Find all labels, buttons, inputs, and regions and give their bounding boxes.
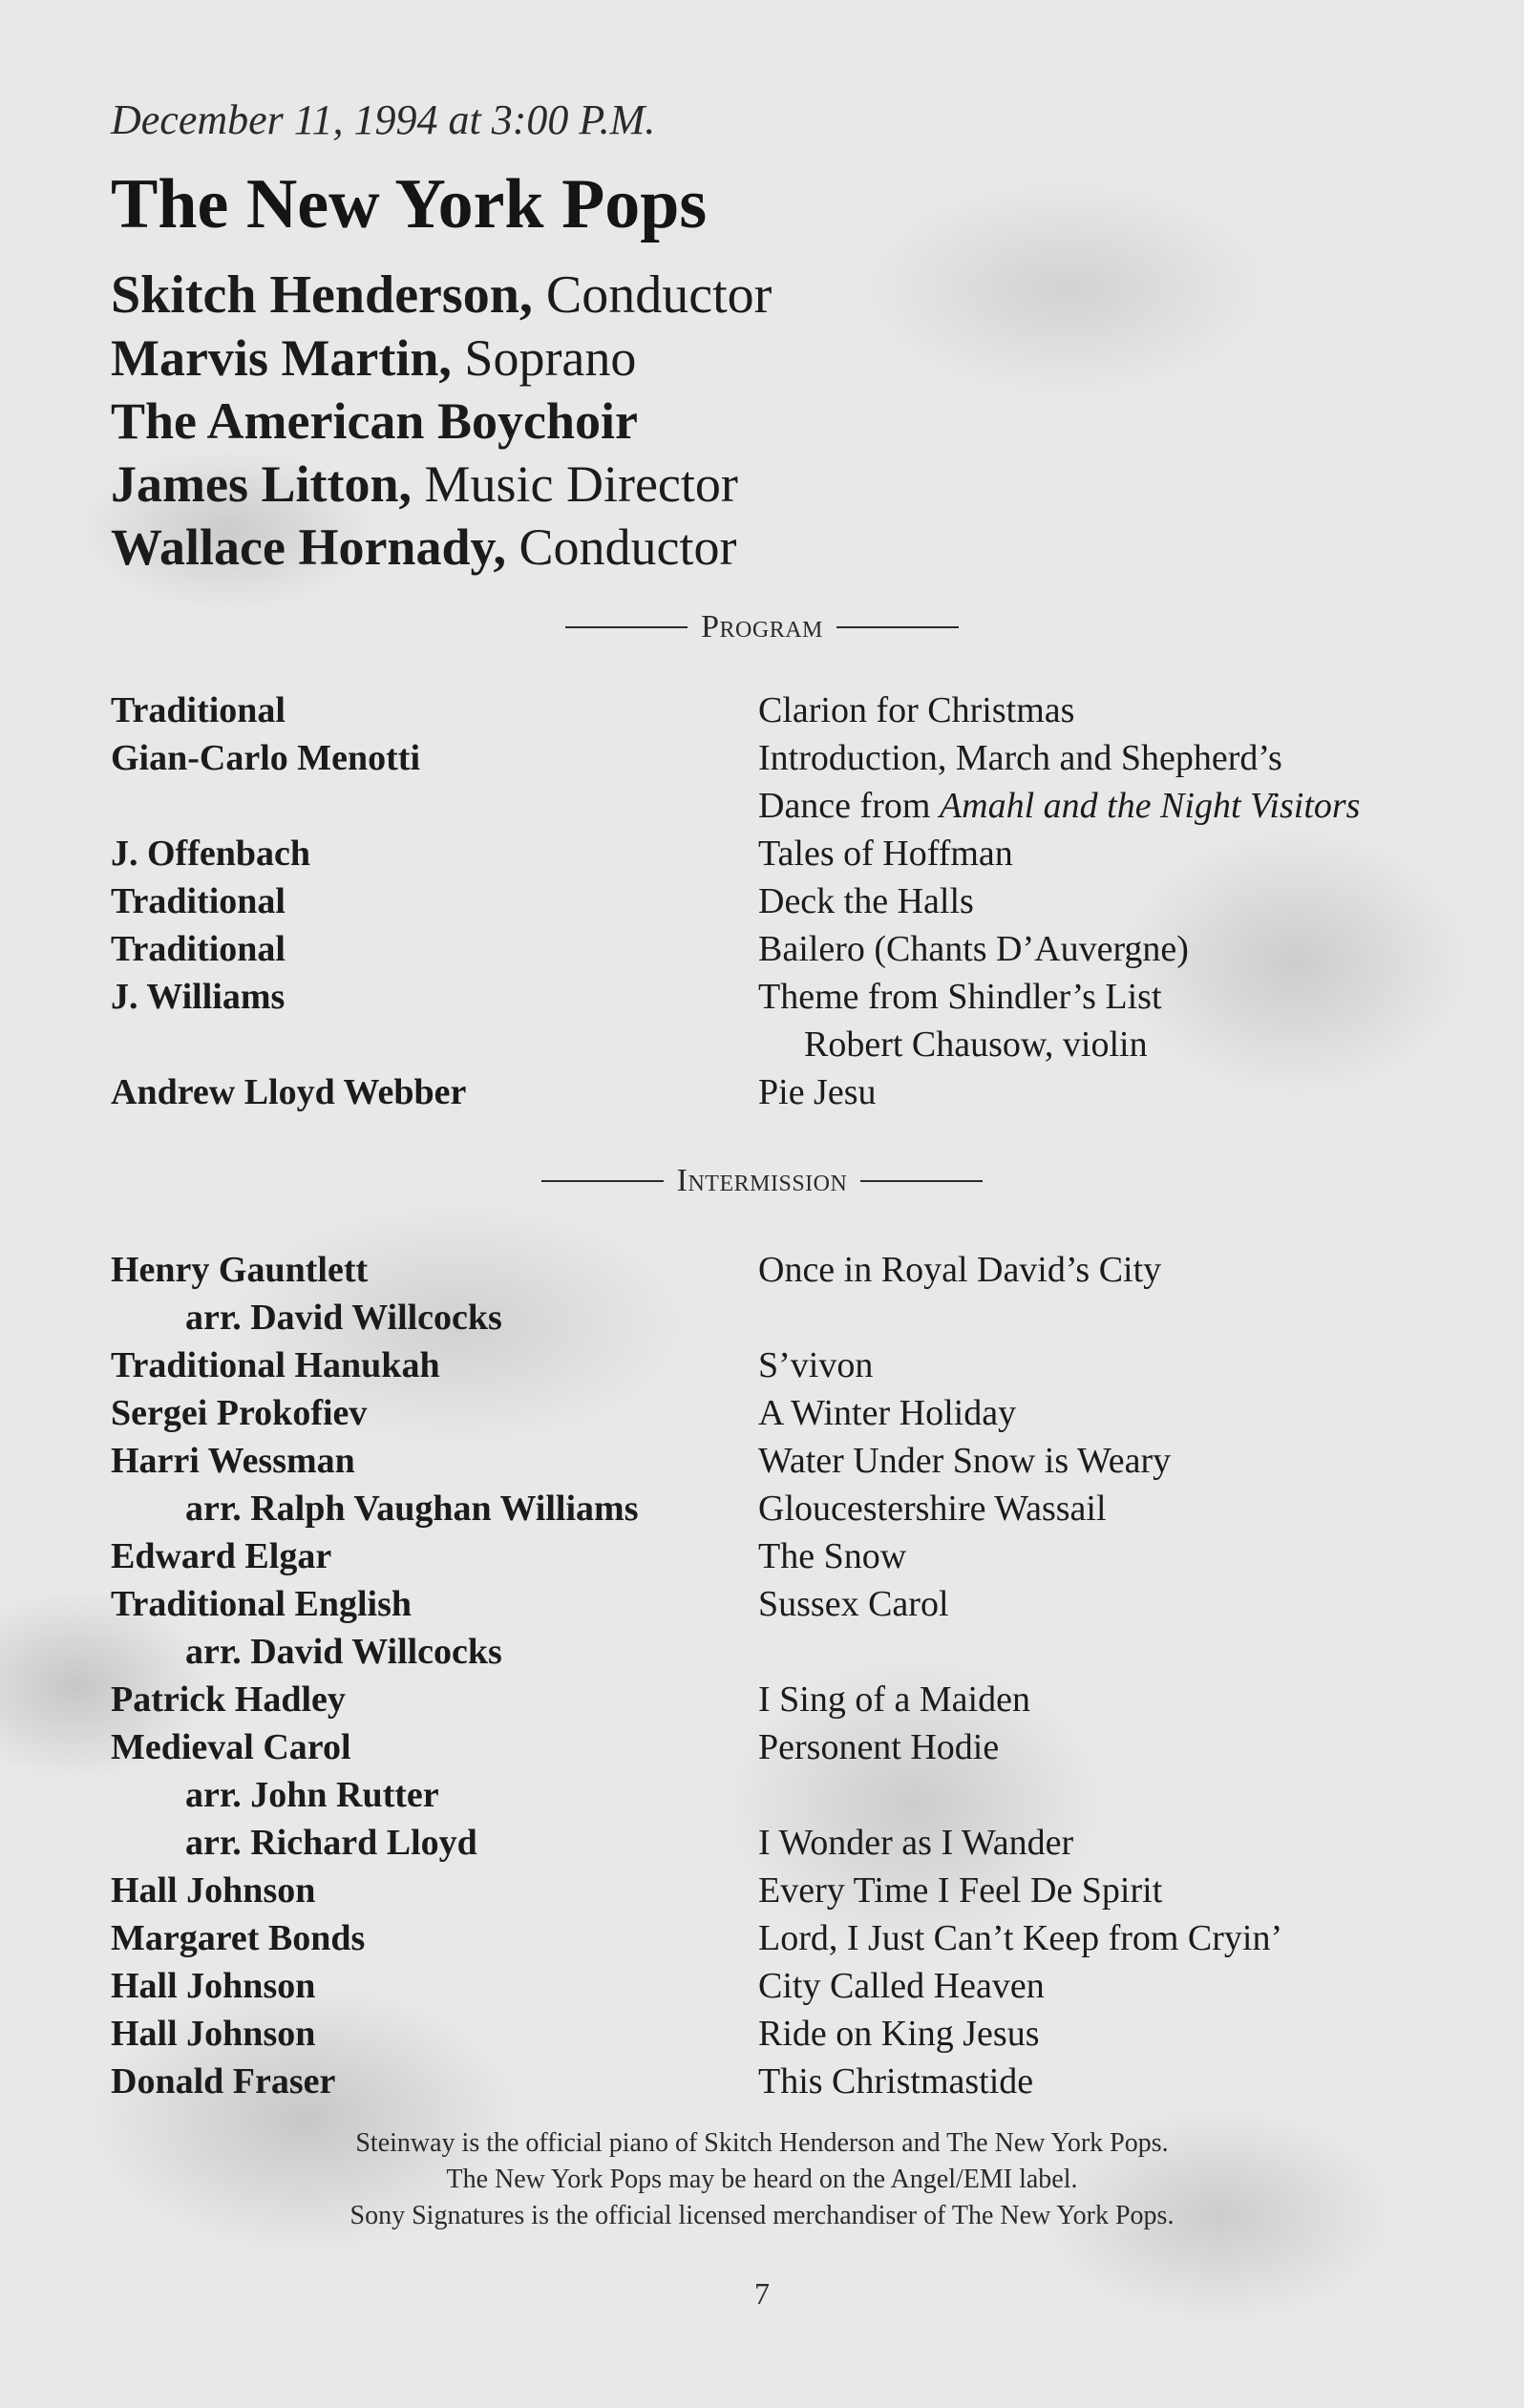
work-title: Bailero (Chants D’Auvergne) (758, 929, 1189, 969)
composer: Hall Johnson (111, 1870, 316, 1911)
composer: Gian-Carlo Menotti (111, 738, 421, 778)
work-title-italic: Amahl and the Night Visitors (939, 786, 1361, 826)
divider-rule (860, 1180, 983, 1182)
composer: Henry Gauntlett (111, 1250, 369, 1290)
divider-rule (836, 626, 959, 628)
program-row (0, 689, 1524, 737)
composer: Andrew Lloyd Webber (111, 1072, 467, 1112)
composer: Harri Wessman (111, 1441, 355, 1481)
program-row (0, 785, 1524, 833)
ensemble-title: The New York Pops (111, 165, 708, 243)
arranger: arr. John Rutter (185, 1775, 439, 1815)
page-number: 7 (754, 2276, 770, 2311)
work-title-prefix: Dance from (758, 786, 940, 826)
composer: Traditional Hanukah (111, 1345, 440, 1385)
program-row (0, 1917, 1524, 1965)
program-row (0, 833, 1524, 880)
program-row (0, 2060, 1524, 2108)
work-title: The Snow (758, 1536, 907, 1576)
first-half-program (0, 689, 1524, 1119)
program-row (0, 1822, 1524, 1869)
composer: J. Offenbach (111, 834, 310, 874)
credit-line (111, 453, 772, 516)
intermission-divider (0, 1163, 1524, 1199)
work-title: Introduction, March and Shepherd’s (758, 738, 1282, 778)
composer: Hall Johnson (111, 2014, 316, 2054)
program-row (0, 737, 1524, 785)
work-title: Theme from Shindler’s List (758, 977, 1162, 1017)
composer: Patrick Hadley (111, 1679, 346, 1720)
arranger: arr. David Willcocks (185, 1632, 502, 1672)
work-title: Pie Jesu (758, 1072, 877, 1112)
program-row (0, 1071, 1524, 1119)
program-row (0, 1440, 1524, 1488)
credit-line (111, 516, 772, 579)
intermission-heading: Intermission (676, 1163, 848, 1198)
sponsor-note: Sony Signatures is the official licensed merchandiser of The New York Pops. (349, 2201, 1175, 2230)
work-title: I Sing of a Maiden (758, 1679, 1030, 1720)
program-row (0, 928, 1524, 976)
work-title (758, 785, 1360, 827)
composer: Medieval Carol (111, 1727, 351, 1767)
work-title: Gloucestershire Wassail (758, 1489, 1107, 1529)
program-row (0, 1488, 1524, 1535)
arranger: arr. Ralph Vaughan Williams (185, 1489, 639, 1529)
program-row (0, 1249, 1524, 1297)
program-row (0, 1726, 1524, 1774)
composer: Hall Johnson (111, 1966, 316, 2006)
sponsor-notes (0, 2125, 1524, 2234)
divider-rule (565, 626, 688, 628)
program-row (0, 1583, 1524, 1631)
composer: Traditional (111, 929, 286, 969)
credit-role: Conductor (506, 518, 737, 576)
work-title: Deck the Halls (758, 881, 974, 921)
composer: Traditional (111, 881, 286, 921)
program-row (0, 1679, 1524, 1726)
program-row (0, 1535, 1524, 1583)
work-title: I Wonder as I Wander (758, 1823, 1074, 1863)
credit-role: Music Director (411, 455, 738, 513)
program-divider (0, 609, 1524, 645)
credit-name: Marvis Martin, (111, 329, 452, 387)
work-title: S’vivon (758, 1345, 874, 1385)
composer: Traditional (111, 690, 286, 730)
sponsor-note: Steinway is the official piano of Skitch Henderson and The New York Pops. (355, 2128, 1169, 2158)
credit-name: Wallace Hornady, (111, 518, 507, 576)
performer-credits (111, 264, 772, 579)
work-title: Tales of Hoffman (758, 834, 1013, 874)
composer: J. Williams (111, 977, 286, 1017)
divider-rule (541, 1180, 664, 1182)
work-title: City Called Heaven (758, 1966, 1045, 2006)
program-row (0, 1297, 1524, 1344)
soloist-credit: Robert Chausow, violin (804, 1024, 1148, 1065)
work-title: Ride on King Jesus (758, 2014, 1040, 2054)
credit-line (111, 264, 772, 327)
work-title: Lord, I Just Can’t Keep from Cryin’ (758, 1918, 1283, 1958)
credit-role: Conductor (532, 265, 773, 325)
composer: Margaret Bonds (111, 1918, 366, 1958)
work-title: Once in Royal David’s City (758, 1250, 1162, 1290)
program-row (0, 1965, 1524, 2013)
program-row (0, 1869, 1524, 1917)
work-title: Water Under Snow is Weary (758, 1441, 1172, 1481)
work-title: Personent Hodie (758, 1727, 1000, 1767)
work-title: Every Time I Feel De Spirit (758, 1870, 1163, 1911)
credit-line (111, 390, 772, 453)
concert-date: December 11, 1994 at 3:00 P.M. (111, 96, 656, 143)
program-row (0, 1344, 1524, 1392)
program-row (0, 1024, 1524, 1071)
program-row (0, 1392, 1524, 1440)
composer: Sergei Prokofiev (111, 1393, 368, 1433)
program-row (0, 1631, 1524, 1679)
program-row (0, 1774, 1524, 1822)
program-row (0, 976, 1524, 1024)
credit-name: Skitch Henderson, (111, 265, 533, 325)
work-title: A Winter Holiday (758, 1393, 1017, 1433)
second-half-program (0, 1249, 1524, 2108)
arranger: arr. Richard Lloyd (185, 1823, 477, 1863)
arranger: arr. David Willcocks (185, 1298, 502, 1338)
composer: Donald Fraser (111, 2061, 336, 2102)
composer: Traditional English (111, 1584, 413, 1624)
credit-role: Soprano (451, 329, 637, 387)
sponsor-note: The New York Pops may be heard on the Angel/EMI label. (446, 2165, 1078, 2194)
credit-name: James Litton, (111, 455, 412, 513)
work-title: This Christmastide (758, 2061, 1034, 2102)
work-title: Clarion for Christmas (758, 690, 1075, 730)
credit-name: The American Boychoir (111, 392, 638, 450)
work-title: Sussex Carol (758, 1584, 949, 1624)
composer: Edward Elgar (111, 1536, 332, 1576)
credit-line (111, 327, 772, 390)
program-row (0, 880, 1524, 928)
program-heading: Program (701, 609, 823, 644)
program-row (0, 2013, 1524, 2060)
